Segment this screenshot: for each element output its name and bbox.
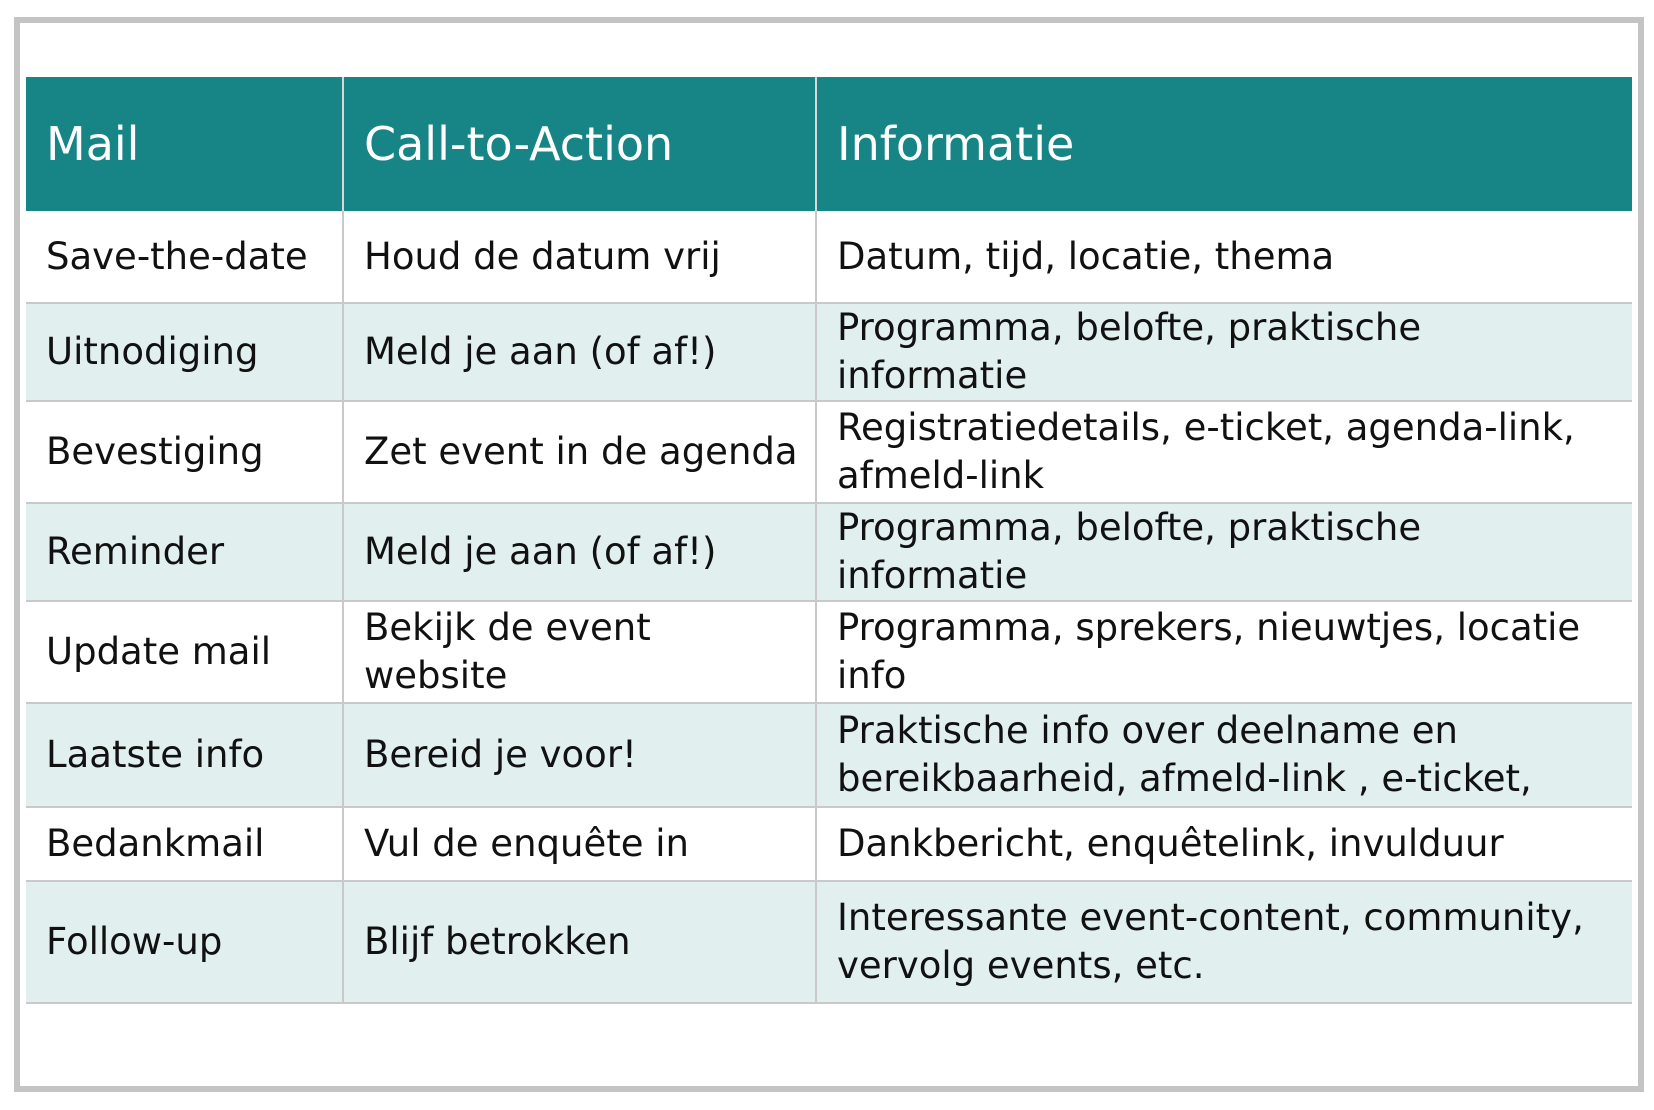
table-row	[26, 807, 1632, 881]
header-mail: Mail	[26, 77, 343, 211]
table-row	[26, 703, 1632, 807]
cell-info: Programma, belofte, praktische informatie	[816, 303, 1632, 401]
mail-overview-table	[26, 77, 1632, 1004]
cell-mail: Bedankmail	[26, 807, 343, 881]
cell-mail: Save-the-date	[26, 211, 343, 303]
cell-info: Registratiedetails, e-ticket, agenda-link, afmeld-link	[816, 401, 1632, 503]
table-frame	[14, 17, 1644, 1092]
table-row	[26, 503, 1632, 601]
cell-mail: Follow-up	[26, 881, 343, 1003]
table-row	[26, 211, 1632, 303]
cell-info: Praktische info over deelname en bereikbaarheid, afmeld-link , e-ticket,	[816, 703, 1632, 807]
header-call-to-action: Call-to-Action	[343, 77, 816, 211]
cell-mail: Bevestiging	[26, 401, 343, 503]
cell-cta: Bereid je voor!	[343, 703, 816, 807]
cell-cta: Meld je aan (of af!)	[343, 503, 816, 601]
table-row	[26, 881, 1632, 1003]
cell-cta: Houd de datum vrij	[343, 211, 816, 303]
cell-cta: Zet event in de agenda	[343, 401, 816, 503]
cell-cta: Blijf betrokken	[343, 881, 816, 1003]
cell-cta: Vul de enquête in	[343, 807, 816, 881]
cell-mail: Reminder	[26, 503, 343, 601]
cell-info: Dankbericht, enquêtelink, invulduur	[816, 807, 1632, 881]
table-row	[26, 401, 1632, 503]
cell-info: Programma, sprekers, nieuwtjes, locatie info	[816, 601, 1632, 703]
cell-mail: Laatste info	[26, 703, 343, 807]
table-row	[26, 601, 1632, 703]
cell-cta: Meld je aan (of af!)	[343, 303, 816, 401]
cell-info: Datum, tijd, locatie, thema	[816, 211, 1632, 303]
table-row	[26, 303, 1632, 401]
cell-cta: Bekijk de event website	[343, 601, 816, 703]
header-informatie: Informatie	[816, 77, 1632, 211]
cell-mail: Update mail	[26, 601, 343, 703]
cell-info: Interessante event-content, community, vervolg events, etc.	[816, 881, 1632, 1003]
cell-mail: Uitnodiging	[26, 303, 343, 401]
table-header-row	[26, 77, 1632, 211]
cell-info: Programma, belofte, praktische informatie	[816, 503, 1632, 601]
